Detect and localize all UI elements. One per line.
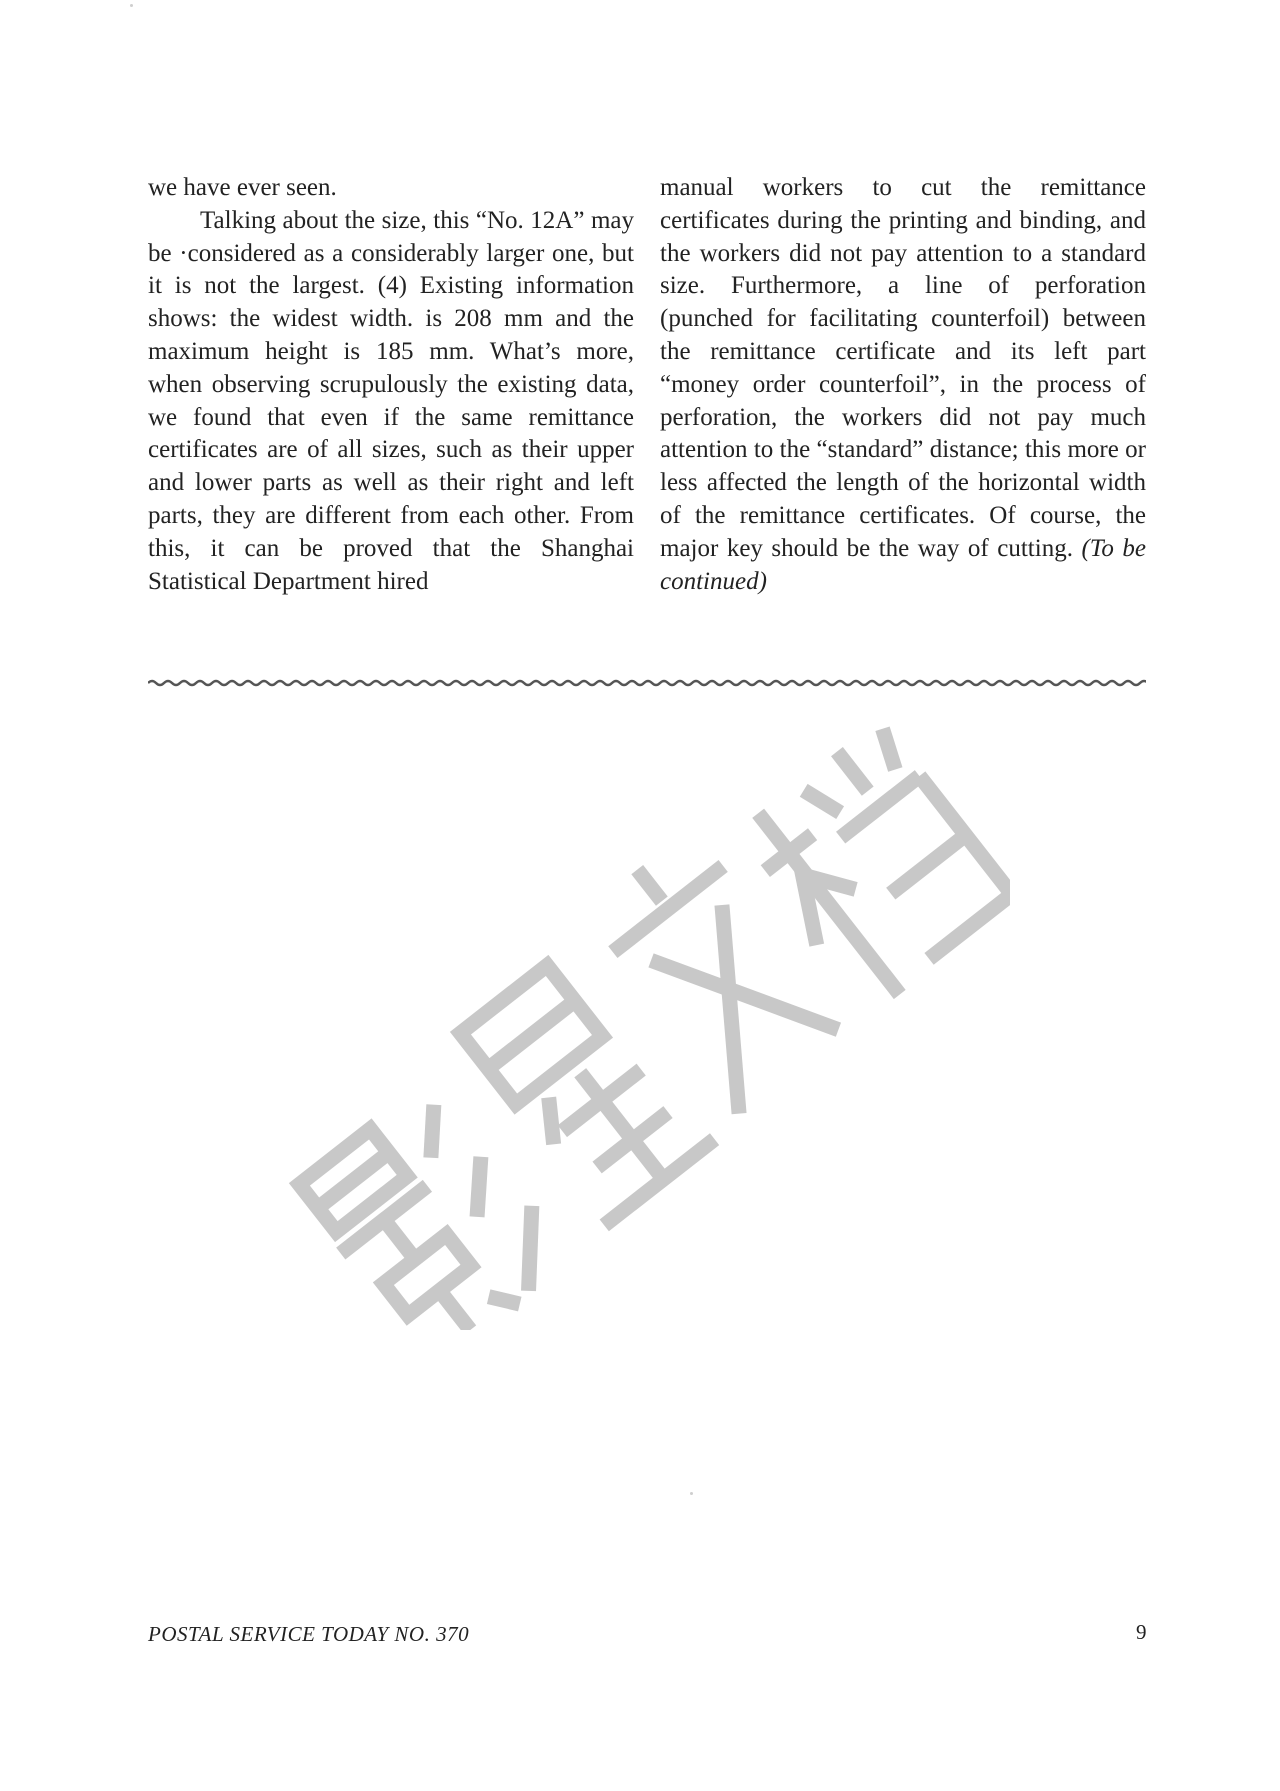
paragraph-size: Talking about the size, this “No. 12A” may be ·considered as a considerably larger one, but it is not the largest. (4) Existing information shows: the widest width. is 208 mm and the maximum height is 185 mm. What’s more, when observing scrupulously the existing data, we found that even if the same remittance certificates are of all sizes, such as their upper and lower parts as well as their right and left parts, they are different from each other. From this, it can be proved that the Shanghai Statistical Department hired xyxy=(148,206,634,595)
paragraph-right xyxy=(660,172,1146,598)
scan-speck xyxy=(690,1492,693,1495)
journal-footer: POSTAL SERVICE TODAY NO. 370 xyxy=(148,1622,470,1646)
watermark-glyph-3 xyxy=(582,827,849,1114)
paragraph-right-text: manual workers to cut the remittance certificates during the printing and binding, and the workers did not pay attention to a standard size. Furthermore, a line of perforation (punched for facilitating counterfoil) between the remittance certificate and its left part “money order counterfoil”, in the process of perforation, the workers did not pay much attention to the “standard” distance; this more or less affected the length of the horizontal width of the remittance certificates. Of course, the major key should be the way of cutting. xyxy=(660,174,1146,562)
watermark-glyph-2 xyxy=(456,950,714,1225)
article-body xyxy=(148,172,1146,667)
watermark xyxy=(230,690,1010,1330)
right-column xyxy=(660,172,1146,598)
wavy-divider-rule xyxy=(148,678,1146,688)
to-be-continued-note: (To be continued) xyxy=(660,534,1147,595)
watermark-glyph-1 xyxy=(291,1080,574,1330)
paragraph-continuation: we have ever seen. xyxy=(148,174,337,201)
page-number: 9 xyxy=(1136,1620,1147,1644)
left-column xyxy=(148,172,634,598)
scan-speck xyxy=(130,4,133,7)
watermark-glyph-4 xyxy=(731,718,1010,1016)
